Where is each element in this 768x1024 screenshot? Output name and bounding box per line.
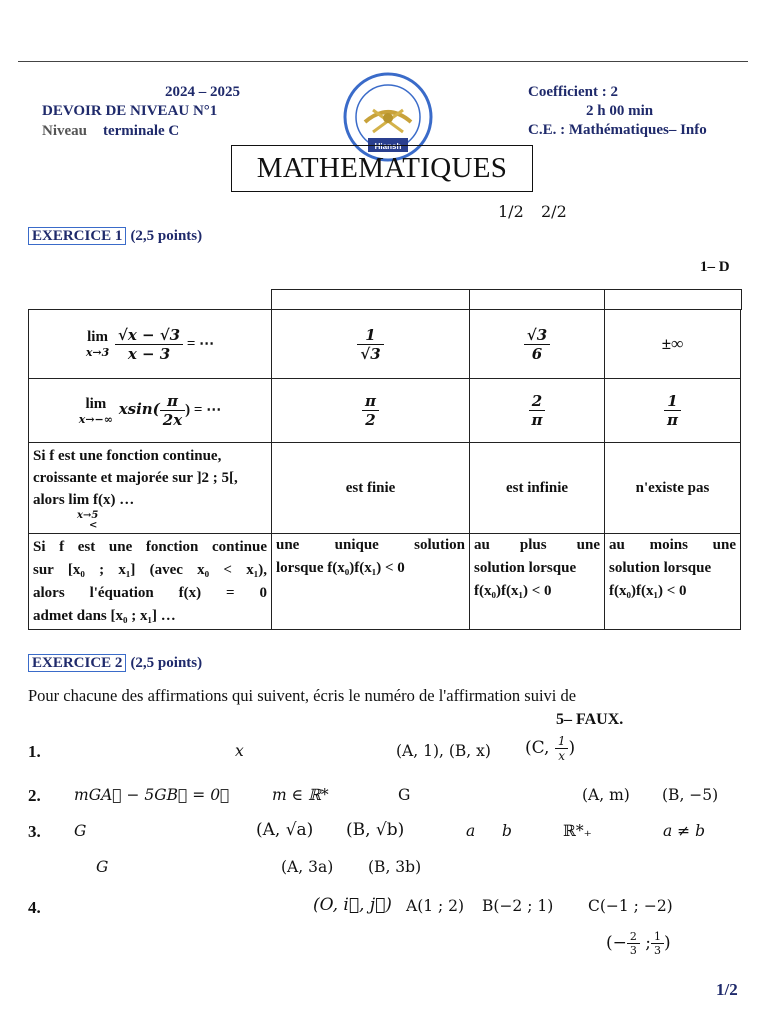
header-rule [18, 61, 748, 62]
answer-line: lorsque f(x₀)f(x₁) < 0 [276, 560, 405, 576]
item-3-g: G [74, 822, 87, 840]
fraction-numerator: 1 [664, 392, 681, 411]
qcm-answer-3b: est infinie [470, 443, 605, 534]
subject-title: MATHEMATIQUES [231, 145, 533, 192]
qcm-answer-4c [605, 534, 741, 630]
item-3-a-sqrt: (A, √a) [256, 820, 314, 840]
question-line: admet dans [x₀ ; x₁] … [33, 607, 176, 624]
exercise1-label: EXERCICE 1 [28, 227, 126, 245]
fraction-numerator: √x − √3 [115, 326, 183, 345]
item-3-rplus: ℝ*₊ [563, 822, 592, 840]
item-4-coords [606, 930, 671, 957]
duration: 2 h 00 min [586, 103, 654, 119]
exam-title: DEVOIR DE NIVEAU N°1 [42, 103, 218, 119]
coords-close: ) [664, 933, 671, 953]
item-2-g: G [398, 786, 411, 804]
coords-open: (− [606, 933, 627, 953]
answer-line: au moins une [609, 537, 736, 553]
lim-text: lim [85, 395, 107, 412]
fraction-numerator: 2 [627, 930, 640, 944]
exercise2-example: 5– FAUX. [556, 711, 624, 728]
item-4-point-c: C(−1 ; −2) [588, 897, 673, 915]
exercise1-heading [28, 227, 202, 245]
item-3-b: b [502, 822, 512, 840]
item-2-b-minus5: (B, −5) [662, 786, 719, 804]
lim-text: lim [87, 329, 108, 345]
fraction-denominator: π [531, 411, 543, 429]
point-c-open: (C, [525, 738, 550, 758]
item-2-vector-eq: mGA⃗ − 5GB⃗ = 0⃗ [74, 786, 230, 804]
item-1-var: x [235, 742, 244, 760]
item-3-g2: G [96, 858, 109, 876]
qcm-row-1 [29, 310, 741, 379]
qcm-row-2 [29, 379, 741, 443]
question-line: sur [x₀ ; x₁] (avec x₀ < x₁), [33, 561, 267, 578]
item-4-point-b: B(−2 ; 1) [482, 897, 554, 915]
niveau-value: terminale C [103, 123, 180, 139]
fraction-numerator: 2 [529, 392, 546, 411]
item-3-a-neq-b: a ≠ b [663, 822, 706, 840]
fraction-denominator: 6 [531, 344, 543, 363]
question-line: Si f est une fonction continue [33, 538, 267, 555]
fraction-numerator: 1 [651, 930, 664, 944]
qcm-blank-header [271, 289, 742, 310]
fraction-denominator: π [667, 411, 678, 429]
fraction-denominator: 2x [162, 411, 183, 429]
qcm-answer-1a [272, 310, 470, 379]
qcm-answer-2a [272, 379, 470, 443]
school-year: 2024 – 2025 [165, 84, 240, 100]
qcm-answer-3a: est finie [272, 443, 470, 534]
lim-subscript-side: < [89, 520, 98, 531]
qcm-answer-4a [272, 534, 470, 630]
item-3-a: a [466, 822, 476, 840]
answer-line: f(x₀)f(x₁) < 0 [609, 583, 687, 599]
fraction-numerator: π [160, 392, 185, 411]
item-4-point-a: A(1 ; 2) [406, 897, 465, 915]
question-line: alors l'équation f(x) = 0 [33, 584, 267, 601]
item-1-point-c [525, 734, 575, 763]
item-3-b3b: (B, 3b) [368, 858, 422, 876]
qcm-row-3 [29, 443, 741, 534]
answer-line: f(x₀)f(x₁) < 0 [474, 583, 552, 599]
niveau-label: Niveau [42, 123, 87, 139]
page-fraction-1: 1/2 [498, 202, 524, 221]
question-line: alors lim f(x) … [33, 492, 135, 508]
lim-subscript: x→5 [77, 510, 99, 521]
coefficient: Coefficient : 2 [528, 84, 618, 100]
item-4-frame: (O, i⃗, j⃗) [313, 895, 392, 915]
qcm-answer-4b [470, 534, 605, 630]
fraction-denominator: 2 [365, 411, 376, 429]
qcm-question-3 [29, 443, 272, 534]
item-4-number: 4. [28, 898, 41, 917]
question-line: Si f est une fonction continue, [33, 448, 222, 464]
fraction-denominator: 3 [629, 944, 637, 957]
item-2-m-real: m ∈ ℝ* [272, 786, 329, 804]
qcm-row-4 [29, 534, 741, 630]
niveau-line [42, 122, 179, 140]
fraction-numerator: π [362, 392, 379, 411]
qcm-answer-3c: n'existe pas [605, 443, 741, 534]
exercise2-points: (2,5 points) [130, 655, 203, 671]
exercise2-heading [28, 654, 202, 672]
fraction-numerator: 1 [357, 326, 383, 345]
qcm-table [28, 309, 741, 630]
qcm-answer-2b [470, 379, 605, 443]
question-line: croissante et majorée sur ]2 ; 5[, [33, 470, 238, 486]
logo-name: Hiansh [374, 142, 402, 151]
answer-line: solution lorsque [474, 560, 577, 576]
lim-subscript: x→−∞ [78, 412, 113, 426]
answer-line: solution lorsque [609, 560, 712, 576]
item-1-number: 1. [28, 742, 41, 761]
item-1-points: (A, 1), (B, x) [396, 742, 491, 760]
lim-subscript: x→3 [85, 346, 110, 359]
qcm-answer-1c: ±∞ [605, 310, 741, 379]
ce-subject: C.E. : Mathématiques– Info [528, 122, 707, 138]
exercise1-points: (2,5 points) [130, 228, 203, 244]
coords-sep: ; [645, 933, 652, 953]
xsin-text: xsin( [118, 399, 160, 418]
qcm-answer-1b [470, 310, 605, 379]
qcm-question-2 [29, 379, 272, 443]
point-c-close: ) [568, 738, 576, 758]
equals-dots: ) = ⋯ [185, 401, 222, 418]
fraction-numerator: √3 [524, 326, 550, 345]
item-2-am: (A, m) [582, 786, 630, 804]
item-3-number: 3. [28, 822, 41, 841]
qcm-question-4 [29, 534, 272, 630]
answer-line: au plus une [474, 537, 600, 553]
answer-line: une unique solution [276, 537, 465, 553]
equals-dots: = ⋯ [186, 335, 215, 352]
page-fraction-2: 2/2 [541, 202, 567, 221]
fraction-denominator: x − 3 [127, 344, 171, 363]
qcm-question-1 [29, 310, 272, 379]
item-3-b-sqrt: (B, √b) [346, 820, 405, 840]
fraction-denominator: x [558, 749, 566, 763]
fraction-denominator: √3 [360, 344, 381, 363]
exercise2-label: EXERCICE 2 [28, 654, 126, 672]
item-2-number: 2. [28, 786, 41, 805]
footer-page-number: 1/2 [716, 980, 738, 999]
item-3-a3a: (A, 3a) [281, 858, 334, 876]
exercise1-answer-note: 1– D [700, 259, 730, 275]
qcm-answer-2c [605, 379, 741, 443]
fraction-denominator: 3 [654, 944, 662, 957]
fraction-numerator: 1 [555, 734, 569, 749]
exercise2-intro: Pour chacune des affirmations qui suivent, écris le numéro de l'affirmation suivi de [28, 686, 577, 705]
